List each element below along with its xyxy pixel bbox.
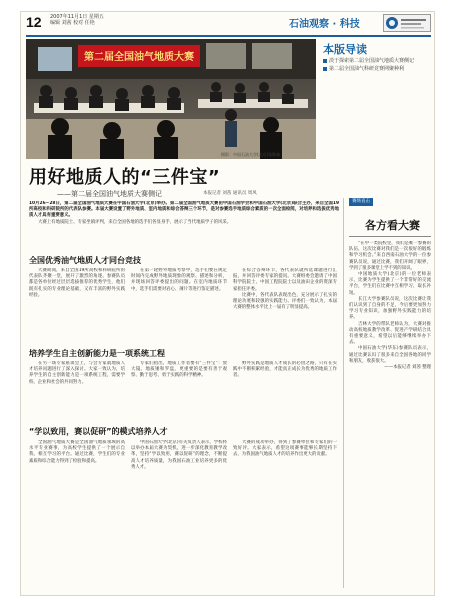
sidebar-paragraph: 中国石油大学(华东)参赛队员表示，通过比赛认识了很多来自全国各地的同学和朋友，收获很大。 (349, 346, 431, 364)
section-name: 石油观察 · 科技 (289, 19, 360, 30)
sidebar-divider (343, 198, 344, 588)
section2-col3 (233, 361, 337, 421)
section3-col3 (233, 440, 337, 590)
paragraph: 专家们指出，地质工作者要有“三件宝”：放大镜、地质锤和罗盘，更重要的是要有善于观察、勤于思考、勇于实践的科学精神。 (131, 361, 227, 379)
sidebar-title: 各方看大赛 (365, 219, 420, 232)
section-logo (383, 14, 431, 32)
paragraph: 大赛期间，来自全国19所高校和科研院所的代表队齐聚一堂，展开了激烈的角逐。参赛队员都是各单位经过层层选拔推荐的优秀学生，他们既有扎实的专业理论基础，又有丰富的野外实践经验。 (29, 268, 125, 298)
section3-col2 (131, 440, 227, 590)
page-number: 12 (26, 14, 42, 30)
section1-col1 (29, 268, 125, 344)
sidebar-body (349, 241, 431, 591)
sidebar-tag: 赛场直击 (349, 198, 373, 206)
article-lead (29, 201, 339, 251)
section-heading: 培养学生自主创新能力是一项系统工程 (29, 349, 165, 358)
photo-caption: 摄影：中国石油大学(北京)张敬森 (221, 152, 281, 157)
preview-box (319, 39, 431, 159)
header-rule (26, 35, 431, 37)
paragraph: 野外实践是地质人才成长的必由之路，只有在实践中不断积累经验，才能真正成长为优秀的地质工作者。 (233, 361, 337, 379)
section1-col2 (131, 268, 227, 344)
editor-credits: 编辑 刘茜 校对 任艳 (50, 20, 95, 26)
preview-item[interactable] (323, 57, 414, 64)
article-headline: 用好地质人的“三件宝” (29, 167, 221, 188)
section2-col2 (131, 361, 227, 421)
issue-date: 2007年11月1日 星期五 (50, 14, 104, 20)
paragraph: 在第一轮野外地质考察中，选手们要在规定时间内完成野外地质现象的观察、描述和分析，并现场回答评委提出的问题。在室内地质环节中，选手们需要对岩心、薄片等进行鉴定描述。 (131, 268, 227, 292)
event-photo-image (26, 39, 316, 159)
preview-title: 本版导读 (323, 43, 367, 56)
bullet-icon (323, 59, 327, 63)
paragraph: 中国石油大学(北京)有关负责人表示，学校将以举办本届大赛为契机，进一步深化教育教学改革，坚持“学以致用，赛以促研”的理念，不断提高人才培养质量，为我国石油工业培养更多的优秀人才。 (131, 440, 227, 470)
preview-item[interactable] (323, 65, 404, 72)
section-heading: “学以致用，赛以促研”的模式培养人才 (29, 427, 168, 436)
event-photo (26, 39, 316, 159)
banner-text: 第二届全国油气地质大赛 (84, 52, 194, 63)
paragraph: 比赛中，各代表队表现出色，充分展示了扎实的理论功底和较强的实践能力。评委们一致认为，本届大赛的整体水平比上一届有了明显提高。 (233, 292, 337, 311)
sidebar-paragraph: “在中一类院校里，我们是唯一参赛的队伍，这次比赛对我们是一次很好的锻炼和学习机会。”来自西南石油大学的一位参赛队员说，通过比赛，我们开阔了眼界，学到了很多课堂上学不到的知识。 (349, 241, 431, 271)
section1-col3 (233, 268, 337, 344)
article-subhead: ——第二届全国油气地质大赛侧记 (57, 190, 162, 198)
section2-col1 (29, 361, 125, 421)
bullet-icon (323, 67, 327, 71)
section-logo-icon (384, 15, 430, 31)
sidebar-signature: ——本报记者 刘茜 整理 (384, 365, 431, 371)
issue-info (50, 14, 160, 26)
preview-item-label: 淡于探索第二届全国油气地质大赛侧记 (329, 58, 415, 64)
article-byline: 本报记者 刘茜 通讯员 周凤 (203, 191, 257, 196)
sidebar-title-rule (349, 236, 431, 237)
paragraph: 大赛的成功举办，得到了参赛单位和专家们的一致好评。大家表示，希望这项赛事能够长期坚持下去，为我国油气地质人才的培养作出更大的贡献。 (233, 440, 337, 458)
section-heading: 全国优秀油气地质人才同台竞技 (29, 256, 141, 265)
lead-paragraph-2: 大赛上有地质院士、专家坐镇评判，来自全国各地的选手们各显身手，展示了当代地质学子的风采。 (38, 219, 232, 225)
paragraph: 在综合答辩环节，各代表队就所选课题进行汇报，并回答评委专家的提问。大赛组委会邀请了中国科学院院士、中国工程院院士以及油田企业的资深专家担任评委。 (233, 268, 337, 292)
newspaper-page (20, 11, 435, 596)
sidebar-paragraph: 长江大学参赛队员说，这次比赛让我们认识到了自身的不足，今后要更加努力学习专业知识，加强野外实践能力的培养。 (349, 296, 431, 321)
paragraph: 全国油气地质大赛是全国油气地质领域的高水平专业赛事，为高校学生提供了一个展示自我、相互学习的平台。通过比赛，学生们的专业素质和综合能力得到了检验和提高。 (29, 440, 125, 464)
lead-paragraph: 10月26~28日，第二届全国油气地质大赛在中国石油大学(北京)举办。第二届全国油气地质大赛由中国石油学会和中国石油大学(北京)联合主办，来自全国19所高校和科研院所的代表队参赛。本届大赛设置了野外地质、室内地质和综合答辩三个环节，是对参赛选手地质综合素质的一次全面检阅，对培养和选拔优秀地质人才具有重要意义。 (29, 201, 339, 219)
sidebar-paragraph: 中国地质大学(北京)的一位老师表示，比赛为学生提供了一个非常好的交流平台，学生们在比赛中互相学习、取长补短。 (349, 272, 431, 296)
preview-item-label: 第二届全国油气科研竞赛网聚种利 (329, 66, 405, 72)
page-header (21, 12, 435, 34)
paragraph: 在另一场专家座谈会上，与会专家就地质人才培养问题进行了深入探讨。大家一致认为，培养学生的自主创新能力是一项系统工程，需要学校、企业和社会的共同努力。 (29, 361, 125, 385)
section3-col1 (29, 440, 125, 590)
sidebar-paragraph: 吉林大学的带队老师认为，大赛对推动高校地质教学改革、促进产学研结合具有重要意义，希望以后能够继续举办下去。 (349, 321, 431, 346)
